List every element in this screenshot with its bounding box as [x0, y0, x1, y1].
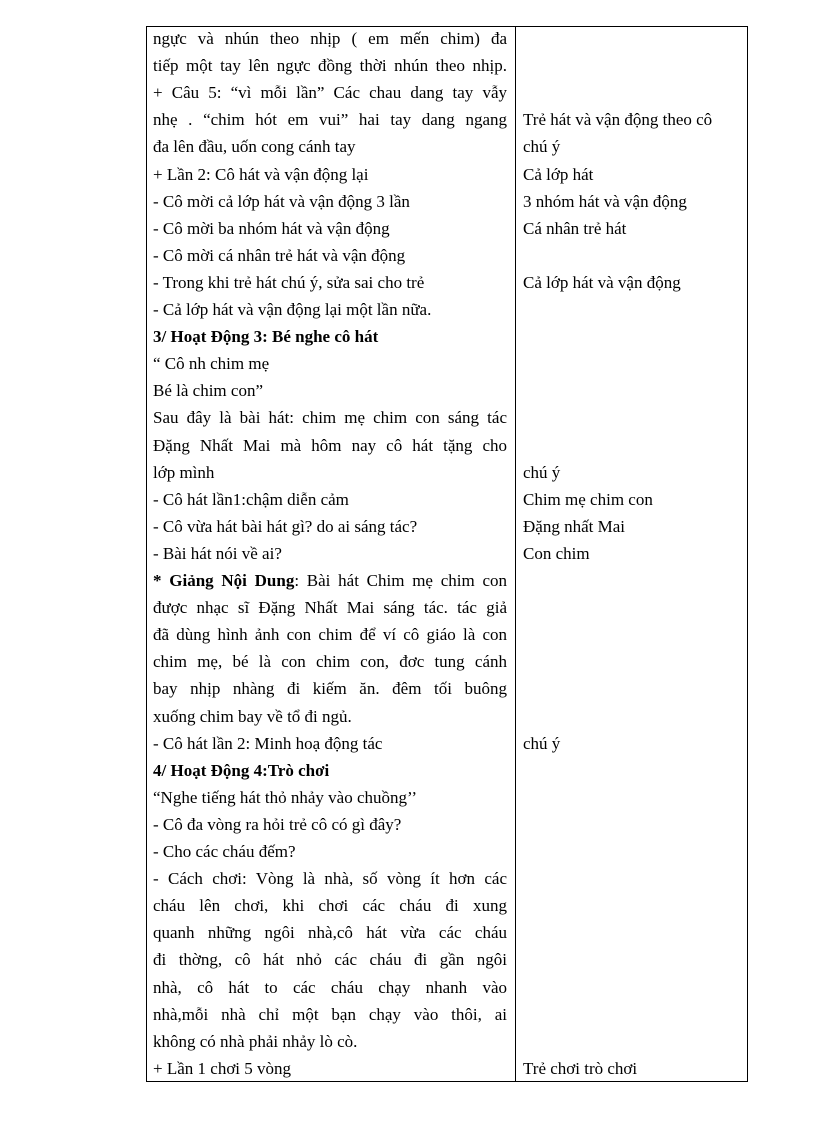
left-text-line: - Cô mời cá nhân trẻ hát và vận động — [153, 246, 406, 265]
right-text-line: Đặng nhất Mai — [523, 517, 625, 536]
left-text-line: Bé là chim con” — [153, 381, 263, 400]
left-text-line: + Câu 5: “vì mỗi lần” Các chau dang tay vẫy — [153, 83, 507, 102]
right-text-line: chú ý — [523, 734, 561, 753]
right-text-line: Cá nhân trẻ hát — [523, 219, 627, 238]
left-text-line: 3/ Hoạt Động 3: Bé nghe cô hát — [153, 327, 379, 346]
left-text-line: - Cô mời ba nhóm hát và vận động — [153, 219, 390, 238]
right-text-line: Con chim — [523, 544, 590, 563]
left-text-line: + Lần 1 chơi 5 vòng — [153, 1059, 292, 1078]
column-divider — [515, 27, 516, 1081]
left-text-line: đa lên đầu, uốn cong cánh tay — [153, 137, 356, 156]
right-text-line: Trẻ hát và vận động theo cô — [523, 110, 713, 129]
left-text-line: được nhạc sĩ Đặng Nhất Mai sáng tác. tác giả — [153, 598, 507, 617]
left-text-line: quanh những ngôi nhà,cô hát vừa các cháu — [153, 923, 507, 942]
right-text-line: chú ý — [523, 137, 561, 156]
left-text-line: không có nhà phải nhảy lò cò. — [153, 1032, 358, 1051]
left-text-line: - Trong khi trẻ hát chú ý, sửa sai cho trẻ — [153, 273, 425, 292]
left-text-line: “Nghe tiếng hát thỏ nhảy vào chuồng’’ — [153, 788, 418, 807]
left-text-line: ngực và nhún theo nhịp ( em mến chim) đa — [153, 29, 507, 48]
left-text-line: - Cô mời cả lớp hát và vận động 3 lần — [153, 192, 410, 211]
left-text-line: Sau đây là bài hát: chim mẹ chim con sáng tác — [153, 408, 507, 427]
right-text-line: Cả lớp hát — [523, 165, 594, 184]
right-text-line: Trẻ chơi trò chơi — [523, 1059, 638, 1078]
left-text-line: nhà,mỗi nhà chỉ một bạn chạy vào thôi, ai — [153, 1005, 507, 1024]
left-text-line: “ Cô nh chim mẹ — [153, 354, 270, 373]
left-text-line: nhẹ . “chim hót em vui” hai tay dang ngang — [153, 110, 507, 129]
left-text-line: nhà, cô hát to các cháu chạy nhanh vào — [153, 978, 507, 997]
left-text-line: - Cô vừa hát bài hát gì? do ai sáng tác? — [153, 517, 418, 536]
left-text-line: - Cả lớp hát và vận động lại một lần nữa. — [153, 300, 432, 319]
right-text-line: Cả lớp hát và vận động — [523, 273, 681, 292]
left-text-line: - Cô hát lần 2: Minh hoạ động tác — [153, 734, 383, 753]
left-text-line: - Cô hát lần1:chậm diễn cảm — [153, 490, 349, 509]
right-text-line: Chim mẹ chim con — [523, 490, 653, 509]
left-text-line: 4/ Hoạt Động 4:Trò chơi — [153, 761, 330, 780]
left-text-line: - Bài hát nói về ai? — [153, 544, 282, 563]
left-text-line: - Cô đa vòng ra hỏi trẻ cô có gì đây? — [153, 815, 402, 834]
left-text-line: bay nhịp nhàng đi kiếm ăn. đêm tối buông — [153, 679, 507, 698]
left-text-line: tiếp một tay lên ngực đồng thời nhún theo nhịp. — [153, 56, 507, 75]
left-text-line: lớp mình — [153, 463, 215, 482]
lesson-plan-table — [146, 26, 748, 1082]
right-text-line: 3 nhóm hát và vận động — [523, 192, 687, 211]
left-text-line: - Cho các cháu đếm? — [153, 842, 296, 861]
left-text-line: - Cách chơi: Vòng là nhà, số vòng ít hơn các — [153, 869, 507, 888]
left-text-line: chim mẹ, bé là con chim con, đơc tung cánh — [153, 652, 507, 671]
left-text-line: đã dùng hình ảnh con chim để ví cô giáo là con — [153, 625, 507, 644]
left-text-line: Đặng Nhất Mai mà hôm nay cô hát tặng cho — [153, 436, 507, 455]
right-text-line: chú ý — [523, 463, 561, 482]
left-text-line: * Giảng Nội Dung: Bài hát Chim mẹ chim con — [153, 571, 507, 590]
bold-heading-span: * Giảng Nội Dung — [153, 571, 295, 590]
left-text-line: + Lần 2: Cô hát và vận động lại — [153, 165, 369, 184]
left-text-line: xuống chim bay về tổ đi ngủ. — [153, 707, 352, 726]
left-text-line: đi thờng, cô hát nhỏ các cháu đi gần ngôi — [153, 950, 507, 969]
left-text-line: cháu lên chơi, khi chơi các cháu đi xung — [153, 896, 507, 915]
